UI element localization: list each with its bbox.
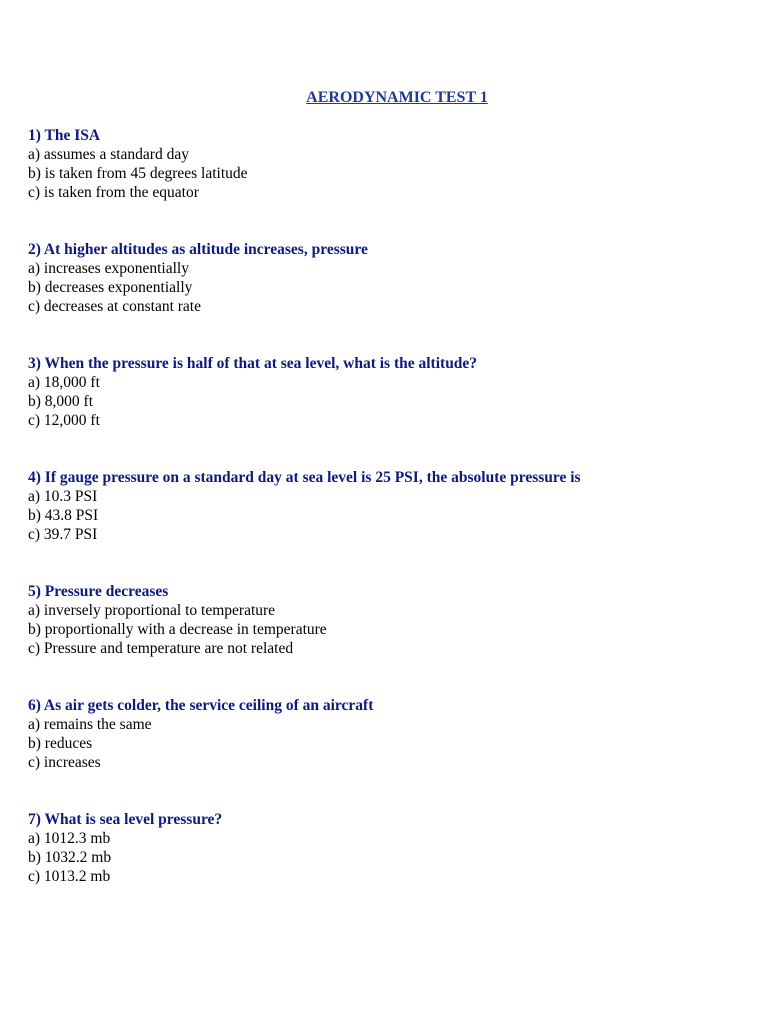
answer-option-a: a) 18,000 ft bbox=[28, 374, 100, 391]
question-text: 1) The ISA bbox=[28, 127, 101, 144]
question-7 bbox=[28, 810, 758, 924]
answer-option-a: a) assumes a standard day bbox=[28, 146, 189, 163]
question-text: 3) When the pressure is half of that at sea level, what is the altitude? bbox=[28, 355, 478, 372]
answer-option-b: b) 1032.2 mb bbox=[28, 849, 112, 866]
question-list bbox=[28, 126, 758, 924]
question-text: 6) As air gets colder, the service ceiling of an aircraft bbox=[28, 697, 374, 714]
question-6 bbox=[28, 696, 758, 810]
answer-option-c: c) 12,000 ft bbox=[28, 412, 100, 429]
answer-option-b: b) reduces bbox=[28, 735, 93, 752]
answer-option-c: c) increases bbox=[28, 754, 101, 771]
question-1 bbox=[28, 126, 758, 240]
question-text: 7) What is sea level pressure? bbox=[28, 811, 223, 828]
answer-option-b: b) is taken from 45 degrees latitude bbox=[28, 165, 248, 182]
answer-option-a: a) 1012.3 mb bbox=[28, 830, 111, 847]
answer-option-a: a) increases exponentially bbox=[28, 260, 189, 277]
answer-option-b: b) 43.8 PSI bbox=[28, 507, 99, 524]
answer-option-a: a) 10.3 PSI bbox=[28, 488, 98, 505]
answer-option-c: c) is taken from the equator bbox=[28, 184, 199, 201]
question-text: 4) If gauge pressure on a standard day at sea level is 25 PSI, the absolute pressure is bbox=[28, 469, 581, 486]
answer-option-b: b) decreases exponentially bbox=[28, 279, 193, 296]
question-text: 2) At higher altitudes as altitude increases, pressure bbox=[28, 241, 368, 258]
answer-option-a: a) remains the same bbox=[28, 716, 152, 733]
answer-option-c: c) Pressure and temperature are not related bbox=[28, 640, 294, 657]
question-text: 5) Pressure decreases bbox=[28, 583, 169, 600]
answer-option-c: c) 1013.2 mb bbox=[28, 868, 111, 885]
answer-option-b: b) 8,000 ft bbox=[28, 393, 94, 410]
answer-option-a: a) inversely proportional to temperature bbox=[28, 602, 276, 619]
question-3 bbox=[28, 354, 758, 468]
answer-option-c: c) decreases at constant rate bbox=[28, 298, 201, 315]
answer-option-b: b) proportionally with a decrease in temperature bbox=[28, 621, 327, 638]
question-2 bbox=[28, 240, 758, 354]
question-4 bbox=[28, 468, 758, 582]
answer-option-c: c) 39.7 PSI bbox=[28, 526, 98, 543]
question-5 bbox=[28, 582, 758, 696]
page-title: AERODYNAMIC TEST 1 bbox=[306, 89, 488, 106]
